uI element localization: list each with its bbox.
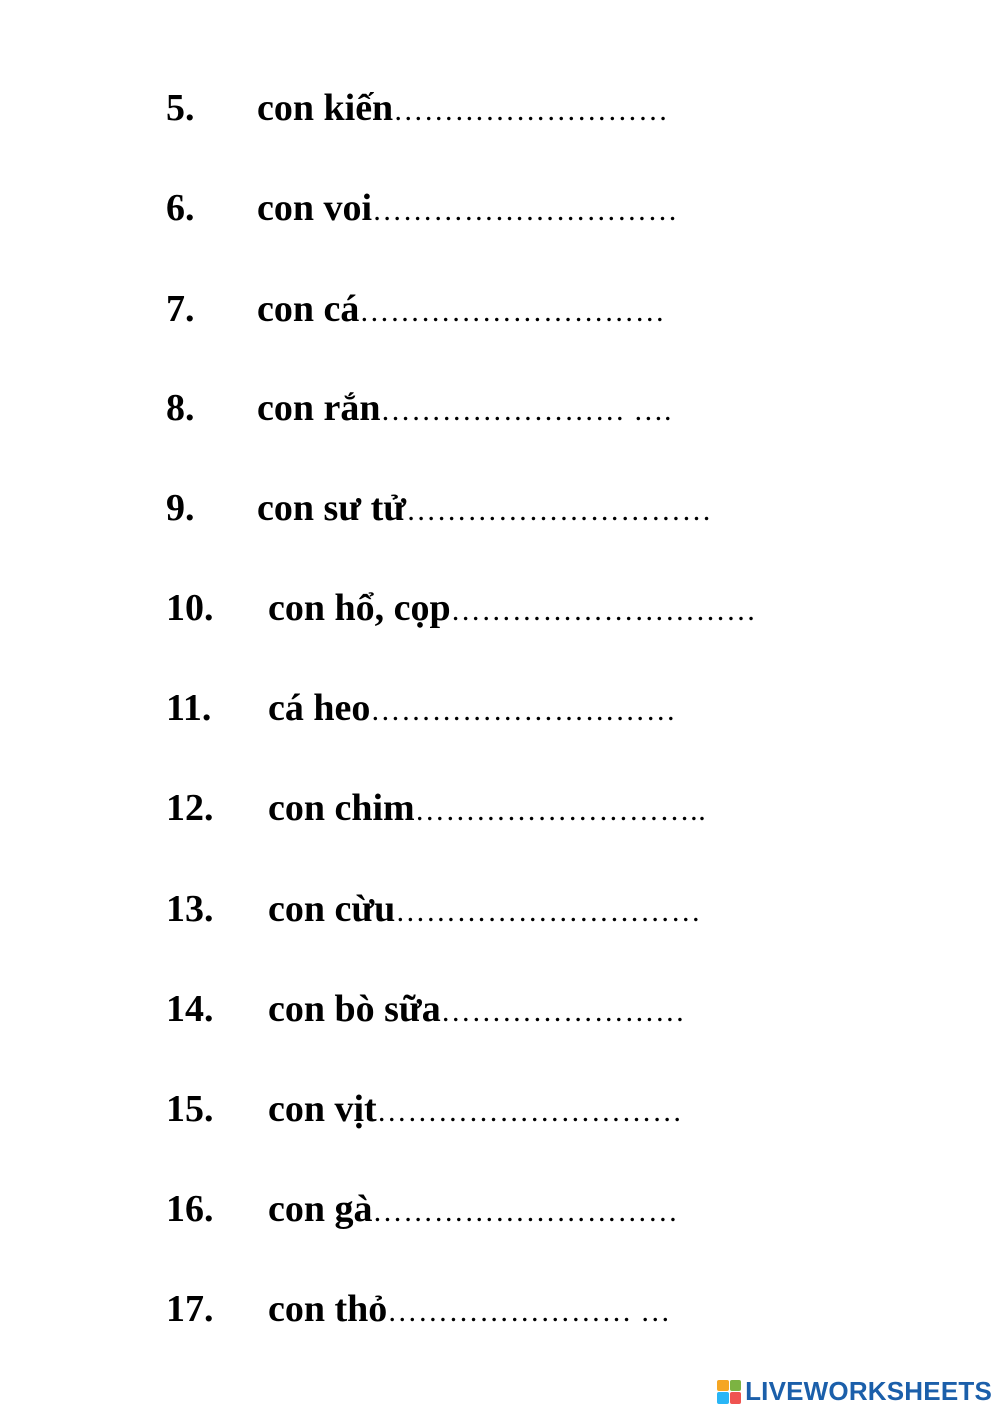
item-word: con cừu bbox=[268, 888, 396, 930]
item-word: con vịt bbox=[268, 1088, 377, 1130]
logo-square-1 bbox=[717, 1380, 729, 1392]
list-item bbox=[166, 586, 757, 646]
logo-square-2 bbox=[730, 1380, 742, 1392]
item-number: 14. bbox=[166, 988, 214, 1030]
item-word: con chim bbox=[268, 787, 415, 829]
list-item bbox=[166, 1087, 683, 1147]
answer-blank[interactable]: ………………………… bbox=[376, 1095, 683, 1128]
item-word: cá heo bbox=[268, 687, 371, 729]
item-number: 11. bbox=[166, 687, 212, 729]
list-item bbox=[166, 1187, 679, 1247]
answer-blank[interactable]: …………………… bbox=[440, 995, 686, 1028]
item-number: 17. bbox=[166, 1288, 214, 1330]
answer-blank[interactable]: ………………………… bbox=[359, 295, 666, 328]
answer-blank[interactable]: ………………………… bbox=[370, 694, 677, 727]
item-number: 9. bbox=[166, 487, 195, 529]
item-word: con rắn bbox=[257, 387, 381, 429]
answer-blank[interactable]: ……………………….. bbox=[414, 794, 707, 827]
item-number: 15. bbox=[166, 1088, 214, 1130]
list-item bbox=[166, 86, 669, 146]
list-item bbox=[166, 287, 665, 347]
list-item bbox=[166, 887, 701, 947]
item-word: con voi bbox=[257, 187, 373, 229]
brand-watermark bbox=[717, 1376, 992, 1407]
liveworksheets-logo-icon bbox=[717, 1380, 741, 1404]
answer-blank[interactable]: ……………………… bbox=[393, 94, 669, 127]
item-word: con gà bbox=[268, 1188, 373, 1230]
list-item bbox=[166, 486, 712, 546]
item-number: 7. bbox=[166, 288, 195, 330]
item-word: con thỏ bbox=[268, 1288, 388, 1330]
item-number: 5. bbox=[166, 87, 195, 129]
item-number: 8. bbox=[166, 387, 195, 429]
list-item bbox=[166, 1287, 671, 1347]
item-number: 10. bbox=[166, 587, 214, 629]
brand-name: LIVEWORKSHEETS bbox=[745, 1376, 992, 1406]
item-word: con sư tử bbox=[257, 487, 407, 529]
answer-blank[interactable]: ………………………… bbox=[372, 194, 679, 227]
item-word: con bò sữa bbox=[268, 988, 441, 1030]
list-item bbox=[166, 987, 686, 1047]
answer-blank[interactable]: ………………………… bbox=[406, 494, 713, 527]
answer-blank[interactable]: ………………………… bbox=[450, 594, 757, 627]
answer-blank[interactable]: …………………… … bbox=[387, 1295, 671, 1328]
item-number: 13. bbox=[166, 888, 214, 930]
answer-blank[interactable]: ………………………… bbox=[395, 895, 702, 928]
answer-blank[interactable]: ………………………… bbox=[372, 1195, 679, 1228]
list-item bbox=[166, 686, 676, 746]
logo-square-4 bbox=[730, 1392, 742, 1404]
item-word: con kiến bbox=[257, 87, 394, 129]
list-item bbox=[166, 786, 706, 846]
item-number: 12. bbox=[166, 787, 214, 829]
logo-square-3 bbox=[717, 1392, 729, 1404]
item-number: 6. bbox=[166, 187, 195, 229]
list-item bbox=[166, 186, 678, 246]
item-word: con cá bbox=[257, 288, 360, 330]
item-number: 16. bbox=[166, 1188, 214, 1230]
list-item bbox=[166, 386, 672, 446]
answer-blank[interactable]: …………………… …. bbox=[380, 394, 673, 427]
item-word: con hổ, cọp bbox=[268, 587, 451, 629]
